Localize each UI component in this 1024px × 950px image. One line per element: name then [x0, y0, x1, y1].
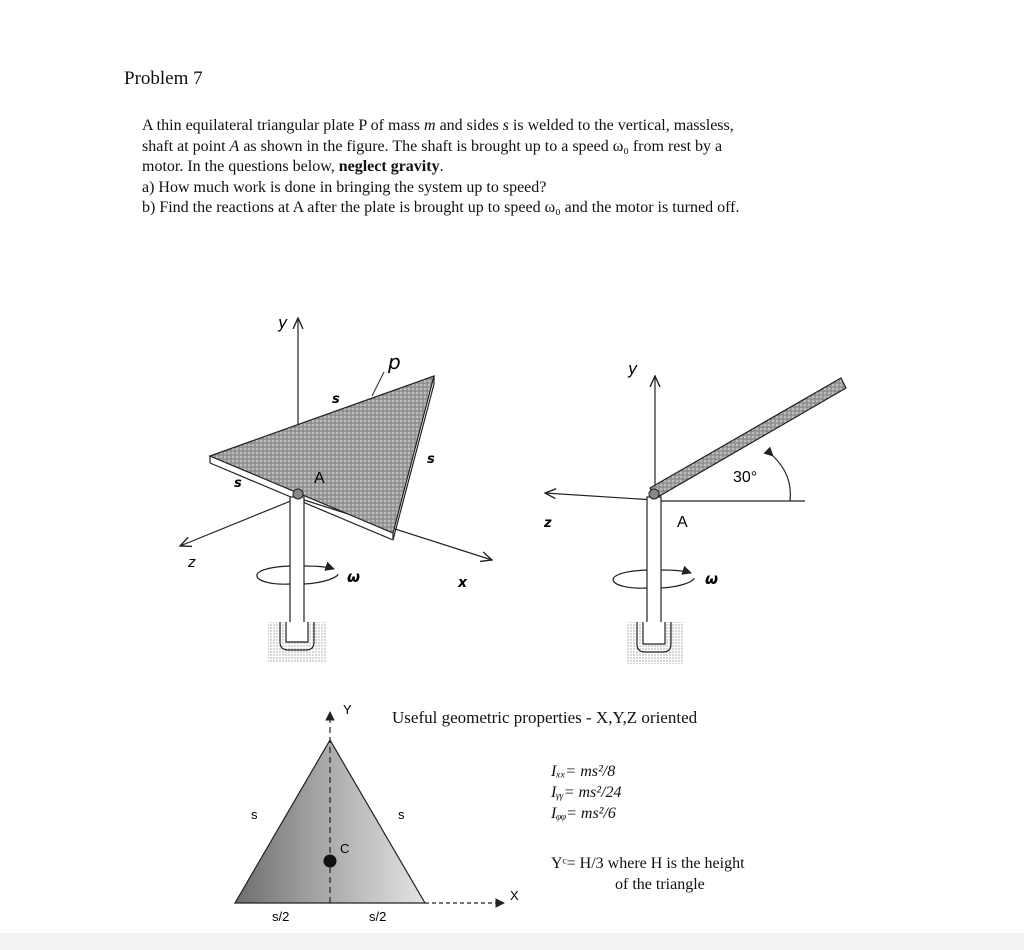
- izz-formula: Iᵩᵩ= ms²/6: [551, 805, 616, 822]
- right-omega-label: ω: [705, 570, 719, 588]
- left-omega-label: ω: [347, 568, 361, 586]
- left-y-label: y: [278, 313, 288, 332]
- page-bottom-bar: [0, 933, 1024, 950]
- right-z-label: z: [544, 516, 552, 531]
- centroid-label: C: [340, 841, 350, 856]
- half-left-label: s/2: [272, 909, 290, 924]
- centroid-note: [551, 853, 745, 895]
- left-figure: [180, 318, 492, 662]
- left-a-label: A: [314, 470, 325, 487]
- moments-of-inertia: [551, 761, 622, 824]
- ixx-formula: Iₓₓ= ms²/8: [551, 763, 616, 780]
- point-a-joint: [293, 489, 303, 499]
- bottom-s-left-label: s: [251, 807, 258, 822]
- left-z-label: z: [188, 555, 196, 571]
- left-z-axis: [180, 498, 298, 546]
- left-s-right-label: s: [427, 452, 435, 467]
- problem-line-3: motor. In the questions below, neglect gravity.: [142, 158, 444, 175]
- problem-line-2: shaft at point A as shown in the figure. The shaft is brought up to a speed ω₀ from rest by a: [142, 137, 723, 155]
- useful-properties-heading: Useful geometric properties - X,Y,Z oriented: [392, 708, 698, 727]
- left-p-label: p: [388, 350, 401, 374]
- angle-label: 30°: [733, 469, 758, 486]
- question-a: a) How much work is done in bringing the system up to speed?: [142, 178, 547, 196]
- problem-line-1: A thin equilateral triangular plate P of mass m and sides s is welded to the vertical, massless,: [142, 117, 734, 134]
- right-figure: [545, 376, 846, 664]
- centroid-line-1: Yᶜ= H/3 where H is the height: [551, 855, 745, 872]
- centroid-line-2: of the triangle: [615, 876, 705, 893]
- left-x-label: x: [458, 575, 468, 591]
- half-right-label: s/2: [369, 909, 387, 924]
- triangular-plate: [210, 376, 434, 533]
- right-shaft: [647, 497, 661, 643]
- right-a-label: A: [677, 514, 688, 531]
- left-s-left-label: s: [234, 476, 242, 491]
- centroid-point: [324, 855, 337, 868]
- left-s-top-label: s: [332, 392, 340, 407]
- problem-title: Problem 7: [124, 68, 203, 89]
- bottom-y-label: Y: [343, 702, 352, 717]
- bottom-triangle-figure: [235, 712, 504, 903]
- bottom-s-right-label: s: [398, 807, 405, 822]
- right-z-axis: [545, 493, 655, 500]
- bottom-x-label: X: [510, 888, 519, 903]
- question-b: b) Find the reactions at A after the plate is brought up to speed ω₀ and the motor is turned off.: [142, 199, 740, 216]
- iyy-formula: Iᵧᵧ= ms²/24: [551, 784, 622, 801]
- left-shaft: [290, 497, 304, 642]
- right-y-label: y: [628, 359, 638, 378]
